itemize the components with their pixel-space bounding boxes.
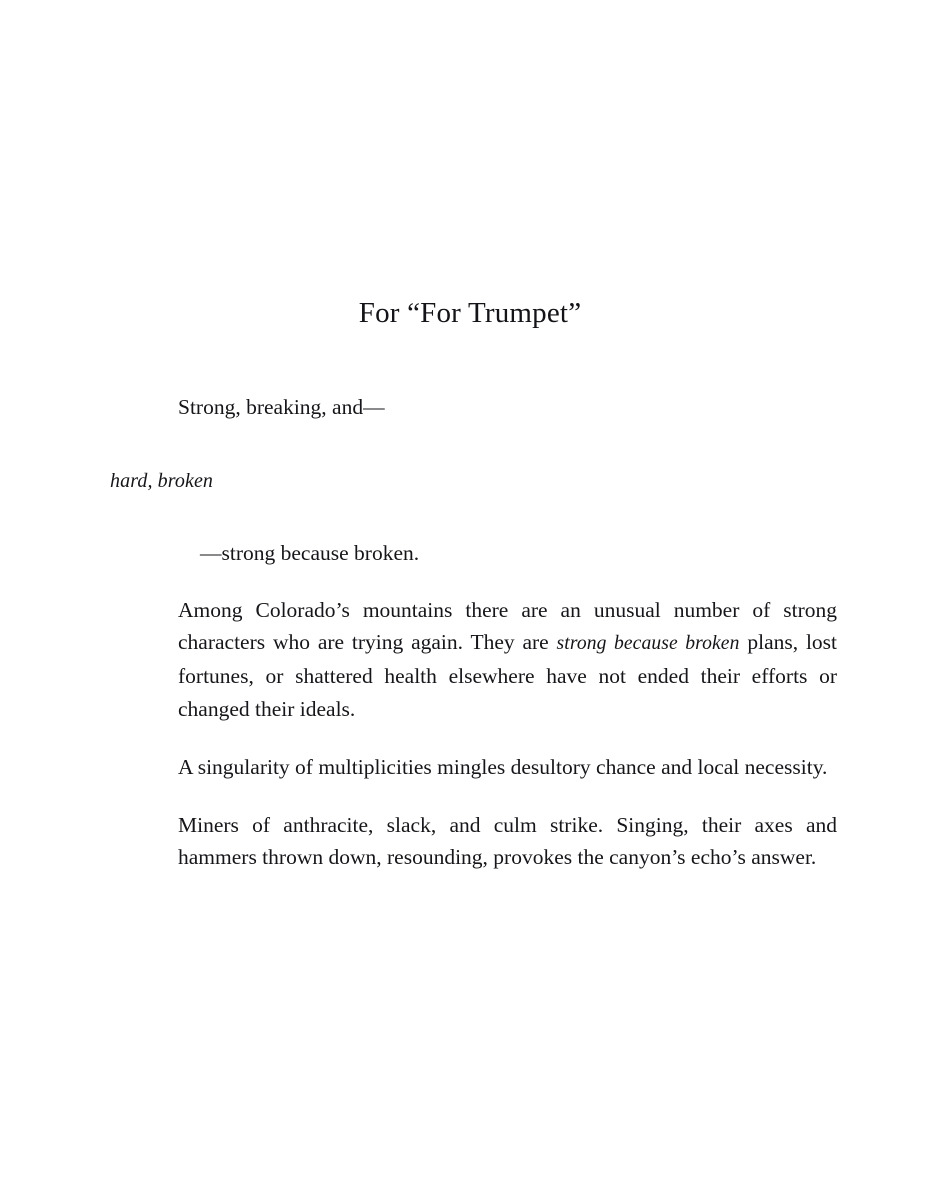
poem-text-column [110, 392, 838, 873]
paragraph-colorado-segment-1: Among Colorado’s mountains there are an unusual number of strong characters who are trying again. They are [178, 598, 837, 655]
paragraph-colorado-emphasis: strong because broken [556, 633, 740, 655]
opening-stanza [110, 392, 837, 568]
page-title: For “For Trumpet” [358, 297, 582, 330]
paragraph-miners: Miners of anthracite, slack, and culm strike. Singing, their axes and hammers thrown down, resounding, provokes the canyon’s echo’s answer. [178, 813, 837, 870]
paragraph-colorado-segment-2: plans, lost fortunes, or shattered health elsewhere have not ended their efforts or changed their ideals. [178, 630, 838, 721]
stanza-line-1: Strong, breaking, and— [178, 395, 385, 419]
paragraph-singularity: A singularity of multiplicities mingles desultory chance and local necessity. [178, 754, 828, 779]
poem-body [178, 594, 837, 873]
paragraph-colorado [178, 594, 837, 725]
stanza-line-2-italic: hard, broken [110, 470, 214, 492]
stanza-line-3: —strong because broken. [200, 541, 420, 565]
